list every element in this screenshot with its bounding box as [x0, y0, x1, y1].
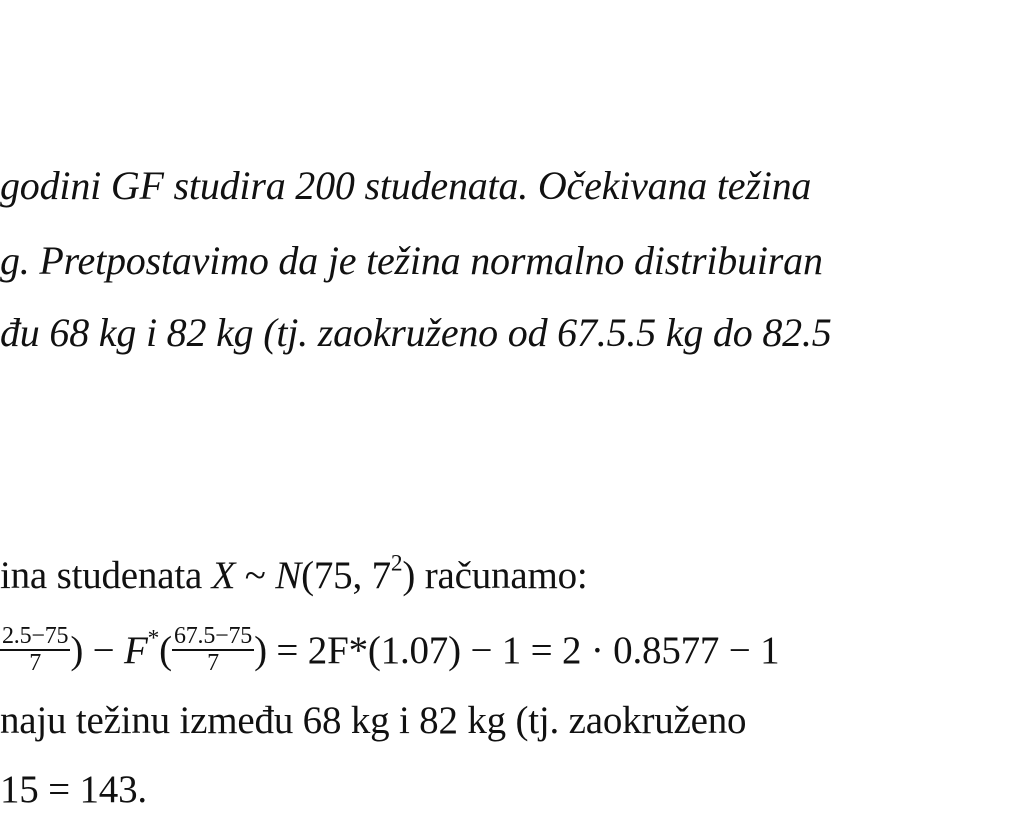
- random-variable: X: [211, 554, 236, 597]
- fraction-upper-numerator: 2.5−75: [0, 624, 70, 651]
- fraction-upper: [0, 624, 70, 676]
- problem-line-2: g. Pretpostavimo da je težina normalno distribuiran: [0, 238, 823, 283]
- solution-line-1-rest: računamo:: [415, 554, 588, 597]
- problem-line-3: đu 68 kg i 82 kg (tj. zaokruženo od 67.5.5 kg do 82.5: [0, 310, 832, 355]
- distribution-params: (75, 7: [301, 554, 391, 597]
- solution-line-2-mid: ) −: [70, 629, 125, 673]
- distributed-as-symbol: ~: [235, 554, 276, 597]
- variance-exponent: 2: [390, 550, 403, 577]
- cdf-star: *: [147, 625, 160, 652]
- distribution-close: ): [402, 554, 416, 597]
- fraction-upper-denominator: 7: [29, 650, 42, 677]
- fraction-lower-numerator: 67.5−75: [172, 624, 254, 651]
- open-paren: (: [159, 629, 172, 673]
- solution-line-3: naju težinu između 68 kg i 82 kg (tj. zaokruženo: [0, 699, 747, 742]
- solution-line-2: [0, 623, 780, 680]
- problem-line-1: godini GF studira 200 studenata. Očekivana težina: [0, 163, 812, 208]
- solution-line-1-text: ina studenata: [0, 554, 212, 597]
- solution-line-2-rest: ) = 2F*(1.07) − 1 = 2 · 0.8577 − 1: [254, 629, 780, 673]
- solution-line-1: [0, 550, 588, 597]
- fraction-lower-denominator: 7: [207, 650, 219, 677]
- fraction-lower: [172, 624, 254, 676]
- cdf-symbol: F: [124, 629, 148, 673]
- solution-line-4: 15 = 143.: [0, 768, 147, 811]
- normal-distribution-symbol: N: [275, 554, 302, 597]
